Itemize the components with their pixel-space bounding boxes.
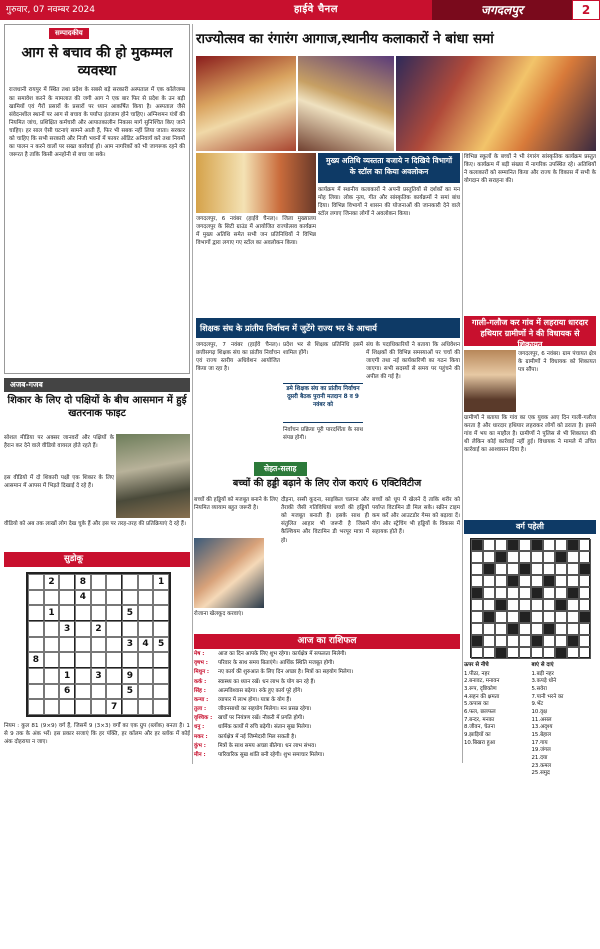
crossword-cell (507, 587, 519, 599)
sudoku-cell (106, 590, 122, 606)
crossword-cell (579, 551, 591, 563)
sudoku-cell (75, 668, 91, 684)
horoscope-item (194, 679, 460, 687)
sudoku-cell (153, 621, 169, 637)
sudoku-cell: 8 (28, 652, 44, 668)
crossword-cell (519, 587, 531, 599)
paper-name: हाईवे चैनल (293, 4, 339, 16)
crossword-cell (519, 611, 531, 623)
sudoku-cell (138, 652, 154, 668)
crossword-cell (507, 575, 519, 587)
horoscope-item (194, 743, 460, 751)
zodiac-sign: धनु : (194, 724, 205, 731)
clues-down-title: बाएं से दाएं (531, 662, 554, 668)
village-photo (464, 350, 516, 412)
sudoku-cell (75, 652, 91, 668)
crossword-cell (555, 611, 567, 623)
crossword-clue: 10.वृक्ष (531, 709, 547, 716)
ajab-gajab-text: सोशल मीडिया पर अक्सर जानवरों और पक्षियों के हैरान कर देने वाले वीडियो वायरल होते रहते हैं। (4, 435, 114, 450)
sudoku-cell: 1 (153, 574, 169, 590)
crossword-cell (483, 551, 495, 563)
crossword-cell (555, 623, 567, 635)
crossword-cell (519, 563, 531, 575)
zodiac-sign: कुंभ : (194, 742, 206, 749)
horoscope-item (194, 697, 460, 705)
teacher-story-text: प्रदेश भर से शिक्षक प्रतिनिधि इसमें शामिल होंगे। (283, 342, 363, 357)
clues-across (464, 662, 529, 766)
sudoku-cell (106, 605, 122, 621)
sudoku-cell (28, 699, 44, 715)
sudoku-cell (91, 699, 107, 715)
crossword-cell (507, 635, 519, 647)
crossword-cell (543, 575, 555, 587)
crossword-clue: 8.जीवन, चेतना (464, 724, 495, 731)
sudoku-cell (153, 652, 169, 668)
crossword-clue: 2.बनावट, मनावन (464, 678, 500, 685)
horoscope-item (194, 706, 460, 714)
column-rule (192, 24, 193, 764)
crossword-cell (483, 623, 495, 635)
village-story-text: ग्रामीणों ने बताया कि गांव का एक युवक आए दिन गाली-गलौज करता है और धारदार हथियार लहराकर लोगों को डराता है। इससे गांव में भय का माहौल है। ग्रामीणों ने पुलिस से भी शिकायत की थी लेकिन कोई कार्रवाई नहीं हुई। विधायक ने मामले में उचित कार्रवाई का आश्वासन दिया है। (464, 415, 596, 454)
sudoku-cell: 5 (153, 637, 169, 653)
sudoku-cell (28, 668, 44, 684)
zodiac-sign: वृषभ : (194, 660, 208, 667)
crossword-clue: 3.कपड़े धोने (531, 678, 557, 685)
horoscope-item (194, 724, 460, 732)
page-number: 2 (572, 0, 600, 20)
crossword-cell (519, 647, 531, 659)
zodiac-sign: सिंह : (194, 687, 206, 694)
zodiac-sign: मकर : (194, 733, 208, 740)
health-tag-label: सेहत-सलाह (254, 462, 307, 476)
sudoku-cell (138, 574, 154, 590)
sudoku-cell: 6 (59, 684, 75, 700)
editorial-tag: सम्पादकीय (49, 28, 89, 39)
sudoku-cell: 3 (59, 621, 75, 637)
sudoku-cell (91, 605, 107, 621)
sudoku-title: सुडोकू (4, 552, 190, 567)
sudoku-cell: 2 (44, 574, 60, 590)
crossword-cell (555, 563, 567, 575)
crossword-cell (471, 539, 483, 551)
main-sub-headline: मुख्य अतिथि व्यस्तता बजाये न दिखिये विभागों के स्टॉल का किया अवलोकन (318, 153, 460, 183)
crossword-clue: 9.भेंट (531, 701, 544, 708)
health-text: बच्चों की हड्डियों को मजबूत बनाने के लिए नियमित व्यायाम बहुत जरूरी है। (194, 497, 278, 512)
crossword-cell (567, 587, 579, 599)
zodiac-sign: तुला : (194, 706, 207, 713)
zodiac-sign: कर्क : (194, 678, 207, 685)
main-headline: राज्योत्सव का रंगारंग आगाज,स्थानीय कलाकारों ने बांधा समां (196, 31, 494, 47)
crossword-clue: 5.कपास का (464, 701, 489, 708)
crossword-cell (543, 611, 555, 623)
sudoku-cell (44, 637, 60, 653)
crossword-cell (495, 647, 507, 659)
horoscope-text: पारिवारिक सुख शांति बनी रहेगी। शुभ समाचार मिलेगा। (218, 751, 325, 758)
crossword-clue: 25.समुद्र (531, 770, 550, 777)
teacher-pull-quote: डमे शिक्षक संघ का प्रांतीय निर्वाचन दूसरी बैठक पुरानी मतदान 8 व 9 नवंबर को (283, 383, 363, 423)
crossword-clue: 23.कमल (531, 762, 552, 769)
editorial-headline: आग से बचाव की हो मुकम्मल व्यवस्था (21, 45, 173, 79)
crossword-cell (519, 635, 531, 647)
health-headline: बच्चों की हड्डी बढ़ाने के लिए रोज कराएं 6 एक्टिविटीज (232, 478, 422, 489)
sudoku-cell (44, 590, 60, 606)
sudoku-cell (153, 699, 169, 715)
teacher-story-text: जगदलपुर, 7 नवंबर (हाईवे चैनल)। छत्तीसगढ़ शिक्षक संघ का प्रांतीय निर्वाचन एवं राज्य स्तरीय अधिवेशन आयोजित किया जा रहा है। (196, 342, 280, 373)
sudoku-grid (26, 572, 171, 717)
sudoku-cell (28, 684, 44, 700)
crossword-cell (471, 551, 483, 563)
clues-across-title: ऊपर से नीचे (464, 662, 489, 668)
horoscope-text: नए कार्य की शुरुआत के लिए दिन अच्छा है। मित्रों का सहयोग मिलेगा। (218, 669, 354, 676)
sudoku-cell (91, 637, 107, 653)
crossword-cell (531, 575, 543, 587)
crossword-cell (531, 563, 543, 575)
horoscope-text: धार्मिक कार्यों में रुचि बढ़ेगी। संतान सुख मिलेगा। (218, 724, 312, 731)
crossword-cell (483, 587, 495, 599)
sudoku-cell (28, 605, 44, 621)
sudoku-cell (59, 574, 75, 590)
sudoku-cell (59, 637, 75, 653)
sudoku-cell (153, 684, 169, 700)
sudoku-cell (44, 699, 60, 715)
crossword-cell (495, 587, 507, 599)
crossword-cell (531, 611, 543, 623)
sudoku-cell (75, 605, 91, 621)
crossword-clue: 7.पानी भरने का (531, 693, 564, 700)
event-photo-1 (196, 56, 296, 151)
column-rule (462, 153, 463, 763)
crossword-cell (567, 611, 579, 623)
crossword-cell (579, 539, 591, 551)
crossword-cell (579, 611, 591, 623)
horoscope-title: आज का राशिफल (194, 634, 460, 649)
crossword-clue: 4.सहन की क्षमता (464, 693, 500, 700)
main-story-text: जगदलपुर, 6 नवंबर (हाईवे चैनल)। जिला मुख्यालय जगदलपुर के सिटी ग्राउंड में आयोजित राज्योत्सव कार्यक्रम में मुख्य अतिथि समेत सभी जन प्रतिनिधियों ने विभिन्न विभागों द्वारा लगाए गए स्टॉल का अवलोकन किया। (196, 216, 316, 247)
crossword-cell (483, 599, 495, 611)
zodiac-sign: मिथुन : (194, 669, 210, 676)
sudoku-cell (28, 590, 44, 606)
crossword-cell (519, 623, 531, 635)
crossword-cell (483, 539, 495, 551)
village-headline: गाली-गलौज कर गांव में लहराया धारदार हथियार ग्रामीणों ने की विधायक से शिकायत (464, 316, 596, 346)
zodiac-sign: मेष : (194, 651, 205, 657)
sudoku-cell: 9 (122, 668, 138, 684)
crossword-cell (531, 623, 543, 635)
crossword-clue: 6.फल, छलफल (464, 709, 496, 716)
crossword-cell (555, 587, 567, 599)
crossword-grid (470, 538, 590, 658)
masthead (0, 0, 600, 20)
crossword-cell (471, 623, 483, 635)
crossword-cell (495, 551, 507, 563)
crossword-cell (471, 599, 483, 611)
child-exercise-photo (194, 538, 264, 608)
crossword-cell (495, 623, 507, 635)
crossword-cell (519, 599, 531, 611)
issue-date: गुरुवार, 07 नवम्बर 2024 (6, 4, 96, 15)
sudoku-cell (153, 668, 169, 684)
crossword-clue: 13.अदृश्य (531, 724, 553, 731)
crossword-clue: 21.दया (531, 755, 548, 762)
sudoku-cell (59, 699, 75, 715)
sudoku-cell (75, 621, 91, 637)
clues-down (531, 662, 597, 777)
crossword-cell (471, 647, 483, 659)
ajab-gajab-headline: शिकार के लिए दो पक्षियों के बीच आसमान में हुई खतरनाक फाइट (7, 395, 187, 419)
crossword-cell (495, 599, 507, 611)
crossword-clue: 11.असल (531, 716, 552, 723)
crossword-cell (531, 539, 543, 551)
crossword-cell (519, 551, 531, 563)
crossword-cell (531, 599, 543, 611)
sudoku-cell (106, 621, 122, 637)
health-text: बच्चों को धूप में खेलने दें ताकि शरीर को पर्याप्त विटामिन डी मिल सके। स्क्रीन टाइम कम करें और आउटडोर गेम्स को बढ़ावा दें। योग और स्ट्रेचिंग भी हड्डियों के विकास में सहायक होते हैं। (372, 497, 460, 536)
crossword-cell (567, 563, 579, 575)
sudoku-cell (28, 621, 44, 637)
sudoku-cell: 1 (59, 668, 75, 684)
crossword-cell (543, 539, 555, 551)
sudoku-cell (106, 668, 122, 684)
horoscope-text: व्यापार में लाभ होगा। यात्रा के योग हैं। (218, 696, 292, 703)
crossword-cell (579, 635, 591, 647)
crossword-clue: 1.बड़ी नहर (531, 670, 554, 677)
crossword-cell (555, 539, 567, 551)
crossword-cell (483, 575, 495, 587)
sudoku-cell (44, 668, 60, 684)
sudoku-cell (138, 684, 154, 700)
sudoku-cell (106, 684, 122, 700)
crossword-cell (495, 539, 507, 551)
ajab-gajab-tag: अजब-गजब (4, 378, 190, 392)
village-story-text: जगदलपुर, 6 नवंबर। ग्राम पंचायत क्षेत्र के ग्रामीणों ने विधायक को शिकायत पत्र सौंपा। (518, 351, 596, 374)
crossword-cell (555, 647, 567, 659)
sudoku-cell (91, 590, 107, 606)
crossword-cell (543, 587, 555, 599)
sudoku-cell (44, 652, 60, 668)
crossword-cell (471, 635, 483, 647)
horoscope-item (194, 715, 460, 723)
sudoku-cell: 3 (122, 637, 138, 653)
ajab-gajab-text: वीडियो को अब तक लाखों लोग देख चुके हैं और इस पर तरह-तरह की प्रतिक्रियाएं दे रहे हैं। (4, 521, 186, 527)
crossword-cell (507, 599, 519, 611)
sudoku-cell (138, 605, 154, 621)
sudoku-cell (122, 590, 138, 606)
crossword-cell (567, 599, 579, 611)
sudoku-cell (91, 574, 107, 590)
crossword-cell (471, 575, 483, 587)
crossword-cell (483, 647, 495, 659)
city-name: जगदलपुर (432, 0, 572, 20)
crossword-cell (555, 575, 567, 587)
zodiac-sign: वृश्चिक : (194, 715, 213, 722)
crossword-cell (495, 563, 507, 575)
main-story-text: कार्यक्रम में स्थानीय कलाकारों ने अपनी प्रस्तुतियों से दर्शकों का मन मोह लिया। लोक नृत्य, गीत और सांस्कृतिक कार्यक्रमों ने समां बांध दिया। विभिन्न विभागों ने शासन की योजनाओं की जानकारी देने वाले स्टॉल लगाए जिनका लोगों ने अवलोकन किया। (318, 187, 460, 218)
event-photo-2 (298, 56, 394, 151)
crossword-cell (519, 539, 531, 551)
zodiac-sign: मीन : (194, 751, 206, 758)
crossword-cell (471, 563, 483, 575)
horoscope-text: परिवार के साथ समय बिताएंगे। आर्थिक स्थिति मजबूत होगी। (218, 660, 335, 667)
sudoku-cell (153, 590, 169, 606)
crossword-cell (579, 623, 591, 635)
crossword-cell (567, 539, 579, 551)
crossword-clue: 10.बिखरा हुआ (464, 739, 496, 746)
crossword-cell (543, 647, 555, 659)
horoscope-text: जीवनसाथी का सहयोग मिलेगा। मन प्रसन्न रहेगा। (218, 706, 312, 713)
birds-photo (116, 434, 190, 518)
sudoku-cell (138, 621, 154, 637)
sudoku-cell: 3 (91, 668, 107, 684)
sudoku-cell (138, 590, 154, 606)
sudoku-cell (28, 574, 44, 590)
crossword-clue: 17.गाय (531, 739, 548, 746)
crossword-cell (555, 551, 567, 563)
sudoku-cell (59, 590, 75, 606)
sudoku-cell (75, 684, 91, 700)
crossword-cell (507, 563, 519, 575)
sudoku-cell: 5 (122, 684, 138, 700)
ajab-gajab-text: इस वीडियो में दो शिकारी पक्षी एक शिकार के लिए आसमान में आपस में भिड़ते दिखाई दे रहे हैं। (4, 475, 114, 490)
sudoku-cell (75, 637, 91, 653)
crossword-cell (555, 599, 567, 611)
sudoku-cell (122, 699, 138, 715)
crossword-cell (495, 575, 507, 587)
crossword-cell (579, 599, 591, 611)
crossword-clues (464, 662, 596, 777)
crossword-cell (471, 587, 483, 599)
horoscope-list (194, 651, 460, 766)
crossword-clue: 9.झाड़ियों का (464, 732, 491, 739)
crossword-cell (555, 635, 567, 647)
crossword-cell (531, 587, 543, 599)
crossword-clue: 1.पीठा, नहर (464, 670, 490, 677)
sudoku-cell: 1 (44, 605, 60, 621)
crossword-cell (567, 575, 579, 587)
crossword-cell (543, 563, 555, 575)
sudoku-cell (91, 684, 107, 700)
event-photo-3 (396, 56, 596, 151)
sudoku-cell (28, 637, 44, 653)
sudoku-cell: 2 (91, 621, 107, 637)
horoscope-text: मित्रों के साथ समय अच्छा बीतेगा। धन लाभ संभव। (218, 742, 317, 749)
crossword-cell (543, 623, 555, 635)
sudoku-cell (44, 684, 60, 700)
crossword-cell (579, 575, 591, 587)
crossword-cell (507, 623, 519, 635)
crossword-clue: 5.सवेरा (531, 686, 547, 693)
sudoku-cell (122, 652, 138, 668)
sudoku-cell: 4 (138, 637, 154, 653)
horoscope-item (194, 688, 460, 696)
horoscope-item (194, 651, 460, 659)
crossword-cell (483, 611, 495, 623)
crossword-cell (567, 635, 579, 647)
crossword-cell (543, 635, 555, 647)
teacher-headline: शिक्षक संघ के प्रांतीय निर्वाचन में जुटेंगे राज्य भर के आचार्य (196, 318, 460, 338)
horoscope-text: कार्यक्षेत्र में नई जिम्मेदारी मिल सकती है। (218, 733, 297, 740)
sudoku-cell (122, 621, 138, 637)
health-text: रोजाना खेलकूद करवाएं। (194, 611, 244, 617)
crossword-cell (543, 551, 555, 563)
sudoku-cell (153, 605, 169, 621)
sudoku-cell: 7 (106, 699, 122, 715)
sudoku-cell (75, 699, 91, 715)
editorial-box (4, 24, 190, 374)
crossword-cell (531, 551, 543, 563)
crossword-cell (507, 539, 519, 551)
sudoku-rules: नियम : कुल 81 (9×9) वर्ग हैं, जिसमें 9 (3×3) वर्गों का एक ग्रुप (ब्लॉक) बनता है। 1 से 9 तक के अंक भरें। इस प्रकार सजाएं कि हर पंक्ति, हर कॉलम और हर ब्लॉक में कोई अंक दोहराया न जाए। (4, 723, 190, 746)
sudoku-cell (59, 652, 75, 668)
horoscope-text: खर्चों पर नियंत्रण रखें। नौकरी में प्रगति होगी। (218, 715, 305, 722)
crossword-cell (579, 647, 591, 659)
horoscope-item (194, 734, 460, 742)
horoscope-item (194, 660, 460, 668)
sudoku-cell (59, 605, 75, 621)
crossword-title: वर्ग पहेली (464, 520, 596, 534)
crossword-cell (507, 647, 519, 659)
crossword-cell (531, 635, 543, 647)
crossword-cell (495, 611, 507, 623)
crossword-clue: 7.बन्दर, मनका (464, 716, 495, 723)
horoscope-text: आत्मविश्वास बढ़ेगा। रुके हुए कार्य पूरे होंगे। (218, 687, 303, 694)
crossword-cell (567, 623, 579, 635)
zodiac-sign: कन्या : (194, 696, 209, 703)
sudoku-cell (122, 574, 138, 590)
crossword-cell (483, 563, 495, 575)
crossword-cell (483, 635, 495, 647)
sudoku-cell (138, 668, 154, 684)
editorial-body: राजधानी रायपुर में स्थित तथा प्रदेश के सबसे बड़े सरकारी अस्पताल में एक कॉलेजम्ब का समावेश करने के मामलात की जगी आग ने एक बार फिर से प्रदेश के उन बड़ी खामियों एवं गैरों प्रसारों के प्रसारों पर ध्यान आकर्षित किया है। अस्पताल जैसे संवेदनशील स्थानों पर आग से बचाव के पर्याप्त इंतजाम होने चाहिए। अग्निशमन यंत्रों की नियमित जांच, प्रशिक्षित कर्मचारी और आपातकालीन निकास मार्ग सुनिश्चित किए जाने चाहिए। हर साल ऐसी घटनाएं सामने आती हैं, फिर भी सबक नहीं लिया जाता। सरकार को चाहिए कि सभी सरकारी और निजी भवनों में फायर ऑडिट अनिवार्य करे तथा नियमों का पालन न करने वालों पर सख्त कार्रवाई हो। आम नागरिकों को भी जागरूक रहने की जरूरत है ताकि किसी अनहोनी से बचा जा सके। (9, 87, 185, 159)
crossword-clue: 3.रूप, दृष्टिकोण (464, 686, 497, 693)
crossword-cell (543, 599, 555, 611)
sudoku-cell: 8 (75, 574, 91, 590)
crossword-cell (579, 563, 591, 575)
sudoku-cell (44, 621, 60, 637)
crossword-cell (531, 647, 543, 659)
crossword-clue: 19.जंगल (531, 747, 551, 754)
crossword-cell (579, 587, 591, 599)
horoscope-text: आज का दिन आपके लिए शुभ रहेगा। कार्यक्षेत्र में सफलता मिलेगी। (218, 651, 347, 657)
sudoku-cell (106, 637, 122, 653)
crossword-cell (567, 647, 579, 659)
sudoku-cell (106, 652, 122, 668)
crossword-cell (567, 551, 579, 563)
crossword-cell (507, 551, 519, 563)
crossword-cell (471, 611, 483, 623)
crossword-cell (495, 635, 507, 647)
teacher-story-text: संघ के पदाधिकारियों ने बताया कि अधिवेशन में शिक्षकों की विभिन्न समस्याओं पर चर्चा की जाएगी तथा नई कार्यकारिणी का गठन किया जाएगा। सभी सदस्यों से समय पर पहुंचने की अपील की गई है। (366, 342, 460, 381)
sudoku-cell (91, 652, 107, 668)
crossword-cell (519, 575, 531, 587)
event-photo-4 (196, 153, 316, 213)
health-text: दौड़ना, रस्सी कूदना, साइकिल चलाना और तैराकी जैसी गतिविधियां बच्चों की हड्डियों को मजबूत बनाती हैं। इसके साथ ही संतुलित आहार भी जरूरी है जिसमें कैल्शियम और विटामिन डी भरपूर मात्रा में हो। (281, 497, 369, 544)
sudoku-cell: 4 (75, 590, 91, 606)
horoscope-text: स्वास्थ्य का ध्यान रखें। धन लाभ के योग बन रहे हैं। (218, 678, 316, 685)
teacher-story-text: निर्वाचन प्रक्रिया पूरी पारदर्शिता के साथ संपन्न होगी। (283, 427, 363, 442)
main-story-text: विभिन्न स्कूलों के बच्चों ने भी रंगारंग सांस्कृतिक कार्यक्रम प्रस्तुत किए। कार्यक्रम में बड़ी संख्या में नागरिक उपस्थित रहे। अतिथियों ने कलाकारों को सम्मानित किया और राज्य के विकास में सभी के योगदान की सराहना की। (464, 154, 596, 185)
horoscope-item (194, 669, 460, 677)
sudoku-cell: 5 (122, 605, 138, 621)
crossword-cell (507, 611, 519, 623)
sudoku-cell (138, 699, 154, 715)
health-tag (194, 462, 460, 476)
crossword-clue: 15.बेहाल (531, 732, 552, 739)
horoscope-item (194, 752, 460, 760)
sudoku-cell (106, 574, 122, 590)
